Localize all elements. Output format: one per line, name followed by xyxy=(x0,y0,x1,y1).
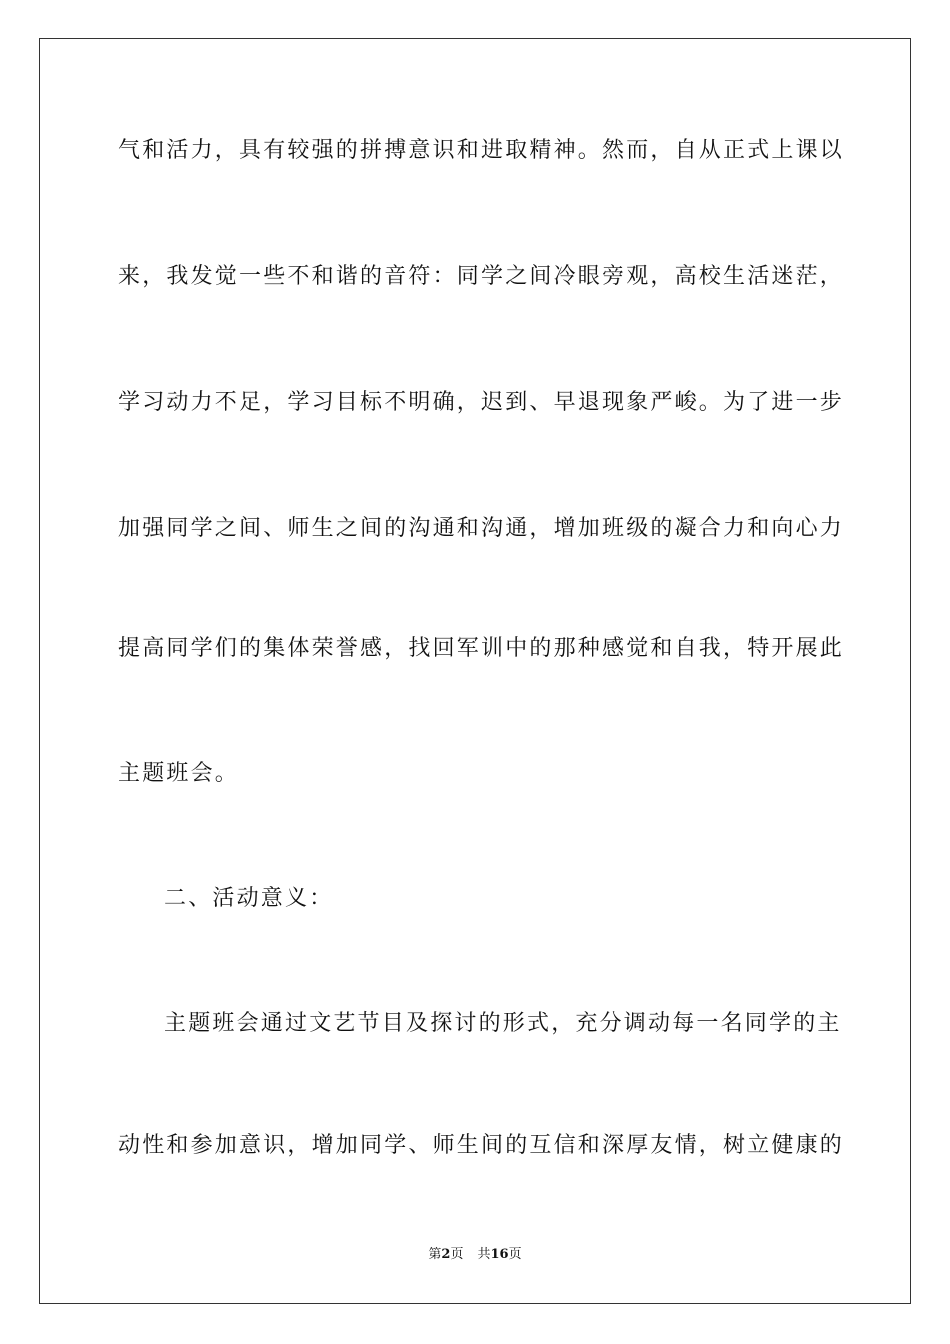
footer-page-unit: 页 xyxy=(450,1247,464,1262)
footer-page-prefix: 第 xyxy=(428,1247,442,1262)
paragraph-line-3: 学习动力不足，学习目标不明确，迟到、早退现象严峻。为了进一步 xyxy=(118,390,845,415)
paragraph-line-7: 主题班会通过文艺节目及探讨的形式，充分调动每一名同学的主 xyxy=(164,1011,842,1036)
paragraph-line-4: 加强同学之间、师生之间的沟通和沟通，增加班级的凝合力和向心力 xyxy=(118,516,845,541)
section-heading: 二、活动意义： xyxy=(164,886,334,911)
paragraph-line-1: 气和活力，具有较强的拼搏意识和进取精神。然而，自从正式上课以 xyxy=(118,138,845,163)
footer-total-unit: 页 xyxy=(508,1247,522,1262)
footer-total-number: 16 xyxy=(490,1247,509,1262)
paragraph-line-8: 动性和参加意识，增加同学、师生间的互信和深厚友情，树立健康的 xyxy=(118,1133,845,1158)
paragraph-line-6: 主题班会。 xyxy=(118,761,240,786)
page-border xyxy=(39,38,911,1304)
footer-total-prefix: 共 xyxy=(477,1247,491,1262)
footer-page-number: 2 xyxy=(441,1247,451,1262)
paragraph-line-5: 提高同学们的集体荣誉感，找回军训中的那种感觉和自我，特开展此 xyxy=(118,636,845,661)
page-footer xyxy=(0,1246,950,1264)
paragraph-line-2: 来，我发觉一些不和谐的音符：同学之间冷眼旁观，高校生活迷茫， xyxy=(118,264,845,289)
